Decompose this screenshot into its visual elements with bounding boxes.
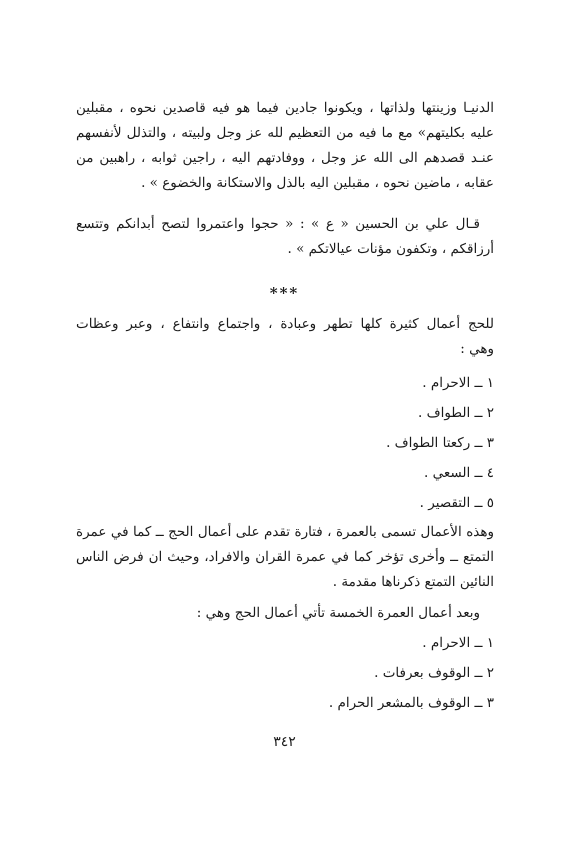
- text-line: للحج أعمال كثيرة كلها تطهر وعبادة ، واجتماع وانتفاع ، وعبر وعظات: [76, 316, 494, 332]
- text-line: التمتع ــ وأخرى تؤخر كما في عمرة القران والافراد، وحيث ان فرض الناس: [76, 549, 494, 565]
- text-line: الدنيـا وزينتها ولذاتها ، ويكونوا جادين فيما هو فيه قاصدين نحوه ، مقبلين: [76, 100, 494, 116]
- list-item: ٣ ــ ركعتا الطواف .: [386, 435, 494, 451]
- list-item: ٤ ــ السعي .: [423, 465, 494, 481]
- list-item: ١ ــ الاحرام .: [422, 635, 494, 651]
- list-item: ١ ــ الاحرام .: [422, 375, 494, 391]
- list-item: ٢ ــ الطواف .: [418, 405, 494, 421]
- hajj-acts-list: [329, 628, 494, 718]
- paragraph-ali-ibn-al-husayn: [76, 212, 494, 262]
- paragraph-hajj-intro: [76, 312, 494, 362]
- text-line: وهذه الأعمال تسمى بالعمرة ، فتارة تقدم على أعمال الحج ــ كما في عمرة: [76, 524, 494, 540]
- text-line: النائين التمتع ذكرناها مقدمة .: [332, 574, 494, 590]
- paragraph-umrah-explanation: [76, 520, 494, 595]
- page-number: ٣٤٢: [273, 734, 296, 750]
- text-line: أرزاقكم ، وتكفون مؤنات عيالاتكم » .: [287, 241, 494, 257]
- list-item: ٣ ــ الوقوف بالمشعر الحرام .: [328, 695, 494, 711]
- paragraph-hadith-continuation: [76, 96, 494, 196]
- text-line: قـال علي بن الحسين « ع » : « حجوا واعتمروا لتصح أبدانكم وتتسع: [76, 216, 480, 232]
- umrah-acts-list: [386, 368, 494, 518]
- text-line: وهي :: [460, 341, 494, 357]
- text-line: وبعد أعمال العمرة الخمسة تأتي أعمال الحج وهي :: [196, 605, 480, 621]
- text-line: عقابه ، ماضين نحوه ، مقبلين اليه بالذل والاستكانة والخضوع » .: [141, 175, 494, 191]
- paragraph-hajj-acts-intro: [76, 601, 494, 626]
- list-item: ٢ ــ الوقوف بعرفات .: [374, 665, 494, 681]
- text-line: عنـد قصدهم الى الله عز وجل ، ووفادتهم اليه ، راجين ثوابه ، راهبين من: [76, 150, 494, 166]
- list-item: ٥ ــ التقصير .: [419, 495, 494, 511]
- section-separator: ***: [269, 284, 300, 302]
- text-line: عليه بكليتهم» مع ما فيه من التعظيم لله عز وجل ولبيته ، والتذلل لأنفسهم: [76, 125, 494, 141]
